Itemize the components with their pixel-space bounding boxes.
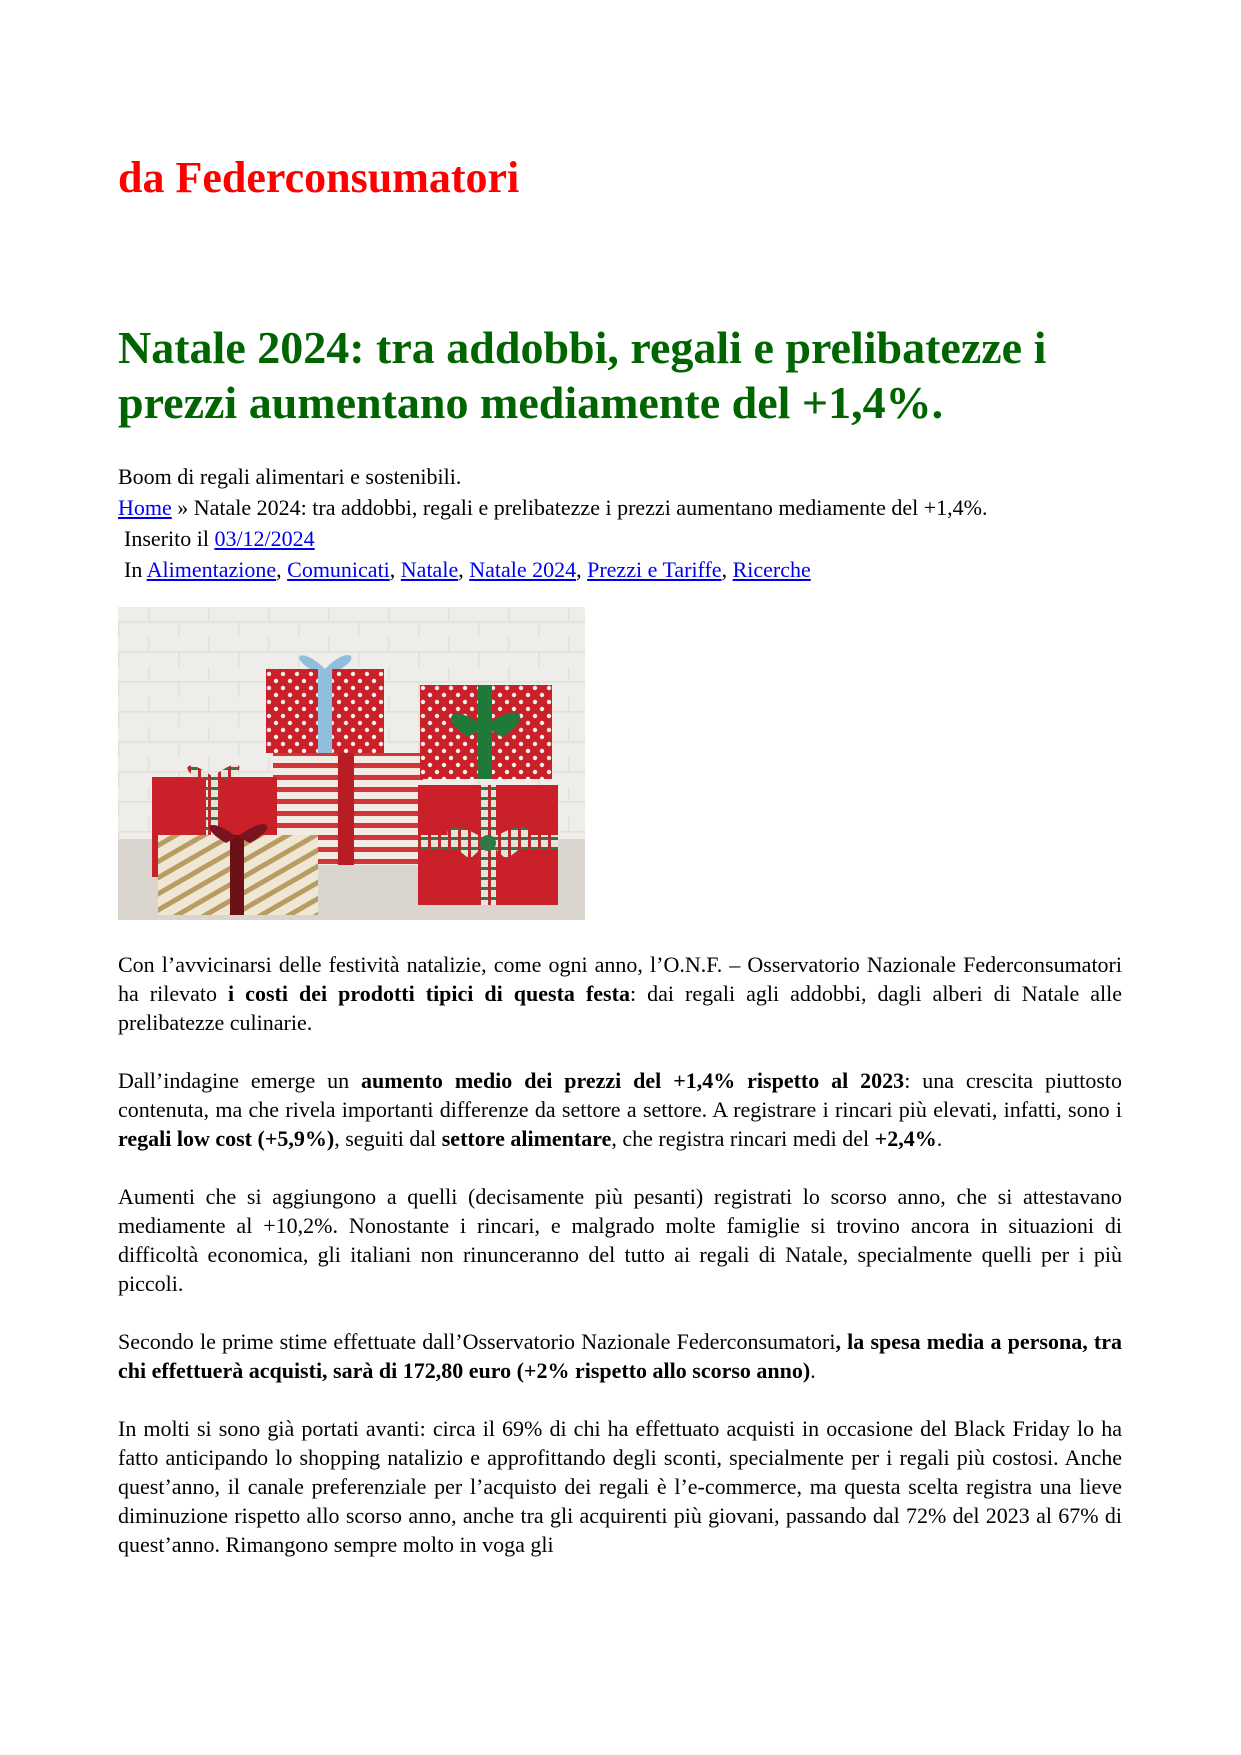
article-body (118, 950, 1122, 1588)
category-separator: , (721, 557, 733, 582)
text: , seguiti dal (334, 1126, 442, 1151)
posted-date-link[interactable]: 03/12/2024 (214, 526, 315, 551)
paragraph-2 (118, 1066, 1122, 1153)
paragraph-1 (118, 950, 1122, 1037)
article-image (118, 607, 585, 920)
category-separator: , (576, 557, 588, 582)
article-meta (118, 461, 1122, 585)
text: Con l’avvicinarsi delle festività natalizie, come ogni anno, l’O.N.F. – Osservatorio Nazionale Federconsumatori ha rilevato (118, 952, 1122, 1006)
bold-text: +2,4% (874, 1126, 937, 1151)
gift-boxes-illustration (118, 607, 585, 920)
article-headline: Natale 2024: tra addobbi, regali e prelibatezze i prezzi aumentano mediamente del +1,4%. (118, 322, 1047, 428)
text: Secondo le prime stime effettuate dall’Osservatorio Nazionale Federconsumatori (118, 1329, 836, 1354)
category-link-alimentazione[interactable]: Alimentazione (146, 557, 277, 582)
category-link-natale[interactable]: Natale (400, 557, 459, 582)
categories-label: In (124, 557, 147, 582)
category-separator: , (458, 557, 470, 582)
category-separator: , (389, 557, 401, 582)
bold-text: regali low cost (+5,9%) (118, 1126, 335, 1151)
text: , che registra rincari medi del (611, 1126, 875, 1151)
posted-line (118, 523, 1122, 554)
breadcrumb-separator: » (171, 495, 194, 520)
breadcrumb (118, 492, 1122, 523)
article-subtitle: Boom di regali alimentari e sostenibili. (118, 464, 462, 489)
text: Dall’indagine emerge un (118, 1068, 362, 1093)
paragraph-3: Aumenti che si aggiungono a quelli (decisamente più pesanti) registrati lo scorso anno, che si attestavano mediamente al +10,2%. Nonostante i rincari, e malgrado molte famiglie si trovino ancora in situazioni di difficoltà economica, gli italiani non rinunceranno del tutto ai regali di Natale, specialmente quelli per i più piccoli. (118, 1184, 1122, 1296)
paragraph-5: In molti si sono già portati avanti: circa il 69% di chi ha effettuato acquisti in occasione del Black Friday lo ha fatto anticipando lo shopping natalizio e approfittando degli sconti, specialmente per i regali più costosi. Anche quest’anno, il canale preferenziale per l’acquisto dei regali è l’e-commerce, ma questa scelta registra una lieve diminuzione rispetto allo scorso anno, anche tra gli acquirenti più giovani, passando dal 72% del 2023 al 67% di quest’anno. Rimangono sempre molto in voga gli (118, 1416, 1122, 1557)
breadcrumb-home-link[interactable]: Home (118, 495, 172, 520)
paragraph-4 (118, 1327, 1122, 1385)
bold-text: , la spesa media a persona, tra chi effettuerà acquisti, sarà di 172,80 euro (+2% rispetto allo scorso anno) (118, 1329, 1122, 1383)
category-link-natale-2024[interactable]: Natale 2024 (469, 557, 577, 582)
category-link-ricerche[interactable]: Ricerche (732, 557, 811, 582)
bold-text: aumento medio dei prezzi del +1,4% rispetto al 2023 (361, 1068, 905, 1093)
text: . (810, 1358, 816, 1383)
bold-text: i costi dei prodotti tipici di questa festa (228, 981, 630, 1006)
text: : una crescita piuttosto contenuta, ma che rivela importanti differenze da settore a settore. A registrare i rincari più elevati, infatti, sono i (118, 1068, 1122, 1122)
posted-label: Inserito il (124, 526, 215, 551)
bold-text: settore alimentare (441, 1126, 612, 1151)
breadcrumb-current: Natale 2024: tra addobbi, regali e prelibatezze i prezzi aumentano mediamente del +1,4%. (193, 495, 988, 520)
categories-line (118, 554, 1122, 585)
category-separator: , (276, 557, 288, 582)
text: : dai regali agli addobbi, dagli alberi di Natale alle prelibatezze culinarie. (118, 981, 1122, 1035)
source-title: da Federconsumatori (118, 153, 520, 202)
category-link-prezzi-e-tariffe[interactable]: Prezzi e Tariffe (587, 557, 722, 582)
category-link-comunicati[interactable]: Comunicati (287, 557, 390, 582)
text: . (936, 1126, 943, 1151)
